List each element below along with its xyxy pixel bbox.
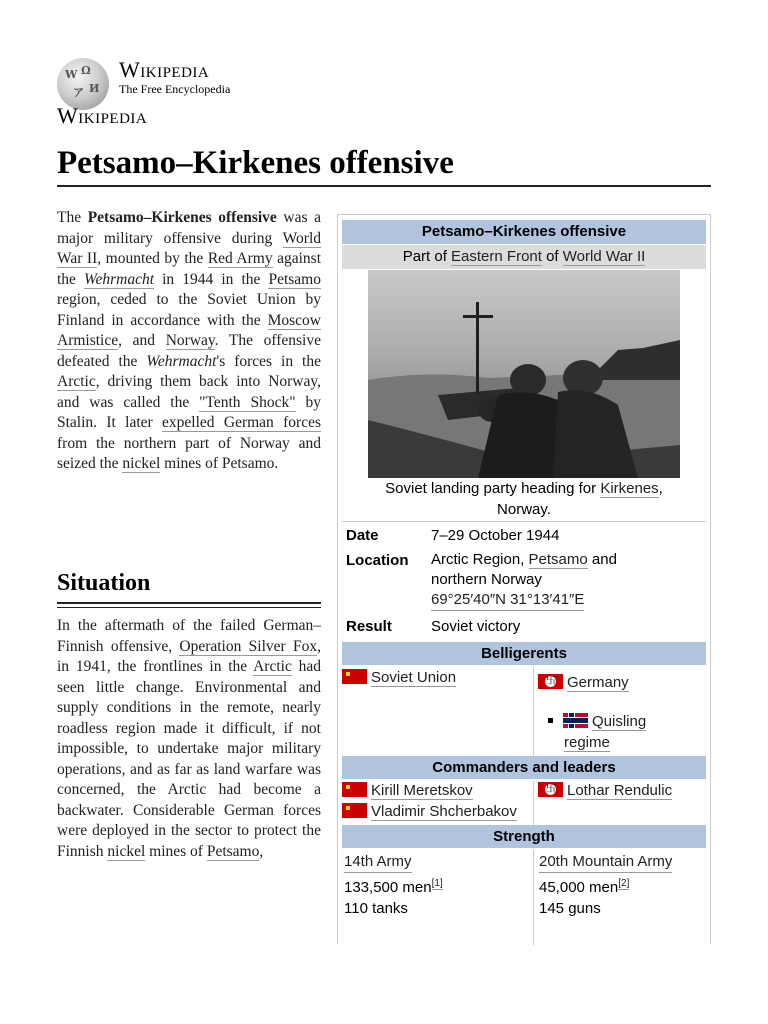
link-vladimir-shcherbakov[interactable]: Vladimir Shcherbakov	[371, 803, 517, 820]
link-kirkenes[interactable]: Kirkenes	[600, 480, 659, 497]
link-nickel[interactable]: nickel	[122, 455, 161, 472]
bullet-icon	[548, 718, 553, 723]
link-tenth-shock[interactable]: "Tenth Shock"	[199, 393, 296, 411]
link-nickel-2[interactable]: nickel	[107, 842, 146, 860]
soviet-flag-icon-2	[342, 782, 367, 797]
link-quisling-regime-2[interactable]: regime	[564, 734, 610, 751]
link-petsamo-infobox[interactable]: Petsamo	[528, 551, 588, 568]
infobox-part-of: Part of Eastern Front of World War II	[342, 245, 706, 269]
location-label: Location	[346, 552, 409, 569]
wikipedia-wordmark: Wikipedia	[119, 57, 210, 82]
link-petsamo[interactable]: Petsamo	[268, 270, 321, 288]
strength-soviet: 14th Army 133,500 men[1] 110 tanks	[344, 853, 443, 917]
soviet-flag-icon-3	[342, 803, 367, 818]
infobox-photo-caption: Soviet landing party heading for Kirkenes, Norway.	[385, 480, 663, 518]
belligerents-header: Belligerents	[342, 642, 706, 665]
german-flag-icon-2	[538, 782, 563, 797]
commanders-header: Commanders and leaders	[342, 756, 706, 779]
link-wehrmacht[interactable]: Wehrmacht	[84, 270, 155, 288]
link-lothar-rendulic[interactable]: Lothar Rendulic	[567, 782, 673, 799]
title-divider	[57, 185, 711, 187]
reference-2[interactable]: [2]	[618, 878, 630, 889]
link-14th-army[interactable]: 14th Army	[344, 851, 412, 873]
link-20th-mountain-army[interactable]: 20th Mountain Army	[539, 851, 672, 873]
situation-paragraph: In the aftermath of the failed German–Finnish offensive, Operation Silver Fox, in 1941, the frontlines in the Arctic had seen little change. Environmental and supply conditions in the remote, nearly roadless region made it difficult, if not impossible, to undertake major military operations, and as far as land warfare was concerned, the Arctic had become a backwater. Considerable German forces were deployed in the sector to protect the Finnish nickel mines of Petsamo,	[57, 617, 321, 860]
strength-german: 20th Mountain Army 45,000 men[2] 145 guns	[539, 853, 673, 917]
infobox	[337, 214, 711, 944]
norwegian-flag-icon	[563, 713, 588, 728]
intro-paragraph: The Petsamo–Kirkenes offensive was a major military offensive during World War II, mounted by the Red Army against the Wehrmacht in 1944 in the Petsamo region, ceded to the Soviet Union by Finland in accordance with the Moscow Armistice, and Norway. The offensive defeated the Wehrmacht's forces in the Arctic, driving them back into Norway, and was called the "Tenth Shock" by Stalin. It later expelled German forces from the northern part of Norway and seized the nickel mines of Petsamo.	[57, 209, 321, 472]
link-expelled-german-forces[interactable]: expelled German forces	[162, 414, 321, 431]
belligerent-quisling-regime	[548, 711, 646, 753]
link-quisling-regime[interactable]: Quisling	[592, 713, 647, 730]
infobox-photo[interactable]	[368, 270, 680, 478]
result-label: Result	[346, 618, 392, 635]
link-world-war-ii[interactable]: World War II	[57, 229, 321, 267]
link-arctic-2[interactable]: Arctic	[253, 658, 292, 675]
section-divider-secondary	[57, 607, 321, 608]
link-operation-silver-fox[interactable]: Operation Silver Fox	[179, 637, 318, 655]
link-moscow-armistice[interactable]: Moscow Armistice	[57, 311, 321, 349]
wikipedia-tagline: The Free Encyclopedia	[119, 82, 231, 96]
link-eastern-front[interactable]: Eastern Front	[451, 248, 542, 265]
belligerent-soviet-union	[342, 669, 456, 686]
section-divider	[57, 602, 321, 604]
landing-party-photo	[368, 270, 680, 478]
belligerent-germany	[538, 674, 629, 691]
column-divider	[533, 667, 534, 757]
german-flag-icon	[538, 674, 563, 689]
link-red-army[interactable]: Red Army	[207, 250, 273, 267]
link-kirill-meretskov[interactable]: Kirill Meretskov	[371, 782, 473, 799]
infobox-divider	[342, 521, 706, 522]
link-germany[interactable]: Germany	[567, 674, 629, 691]
link-petsamo-2[interactable]: Petsamo	[206, 842, 260, 860]
section-heading-situation: Situation	[57, 570, 151, 596]
link-world-war-ii-infobox[interactable]: World War II	[562, 248, 646, 265]
soviet-flag-icon	[342, 669, 367, 684]
link-soviet-union[interactable]: Soviet Union	[371, 669, 457, 686]
link-arctic[interactable]: Arctic	[57, 373, 96, 390]
strength-header: Strength	[342, 825, 706, 848]
commander-meretskov	[342, 782, 473, 799]
reference-1[interactable]: [1]	[431, 878, 443, 889]
location-value: Arctic Region, Petsamo and northern Norway 69°25′40″N 31°13′41″E	[431, 550, 617, 611]
commander-shcherbakov	[342, 803, 517, 820]
column-divider-3	[533, 850, 534, 945]
commander-rendulic	[538, 782, 672, 799]
infobox-title: Petsamo–Kirkenes offensive	[342, 220, 706, 244]
result-value: Soviet victory	[431, 618, 521, 635]
date-value: 7–29 October 1944	[431, 527, 560, 544]
page-title: Petsamo–Kirkenes offensive	[57, 145, 454, 181]
link-norway[interactable]: Norway	[165, 332, 215, 349]
wikipedia-wordmark-secondary: Wikipedia	[57, 103, 148, 128]
wikipedia-globe-icon: W Ω ア И	[57, 58, 109, 110]
coordinates-link[interactable]: 69°25′40″N 31°13′41″E	[431, 590, 584, 611]
column-divider-2	[533, 781, 534, 825]
date-label: Date	[346, 527, 379, 544]
